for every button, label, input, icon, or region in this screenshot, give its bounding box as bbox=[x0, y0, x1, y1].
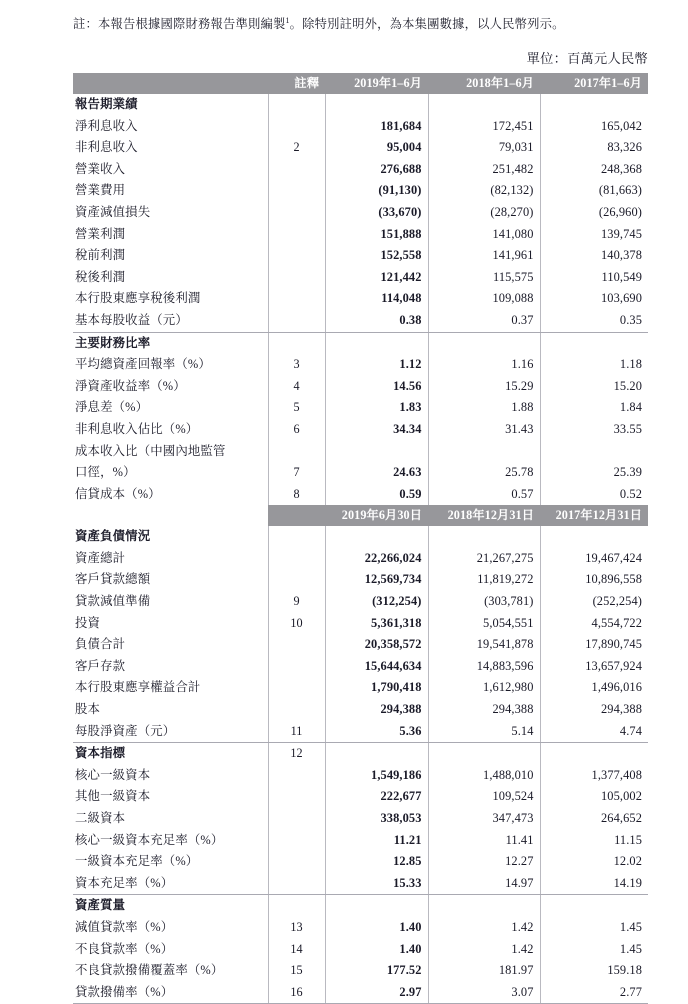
table-row bbox=[73, 569, 648, 591]
row-label: 客戶存款 bbox=[75, 658, 126, 673]
row-label: 非利息收入 bbox=[75, 140, 138, 155]
table-row bbox=[73, 462, 648, 484]
row-value-col2: (303,781) bbox=[428, 591, 540, 613]
table-row bbox=[73, 441, 648, 463]
row-note bbox=[268, 94, 325, 116]
row-value-col2: (28,270) bbox=[428, 202, 540, 224]
table-row bbox=[73, 484, 648, 506]
row-value-col3: (81,663) bbox=[598, 183, 642, 198]
table-header-row-1 bbox=[73, 73, 648, 94]
row-label: 每股淨資產（元） bbox=[75, 723, 176, 738]
row-value-col1: 12.85 bbox=[325, 851, 428, 873]
row-note bbox=[268, 526, 325, 548]
section-title-row bbox=[73, 526, 648, 548]
table-row bbox=[73, 376, 648, 398]
table-row bbox=[73, 288, 648, 310]
row-value-col1: 181,684 bbox=[325, 116, 428, 138]
row-value-col2: 14,883,596 bbox=[428, 656, 540, 678]
row-value-col3: 11.15 bbox=[614, 832, 642, 847]
row-value-col1: 1.83 bbox=[325, 397, 428, 419]
header-note-label bbox=[268, 505, 325, 526]
row-note bbox=[268, 224, 325, 246]
row-label: 非利息收入佔比（%） bbox=[75, 421, 199, 436]
row-value-col2: 21,267,275 bbox=[428, 548, 540, 570]
table-row bbox=[73, 808, 648, 830]
row-value-col3: 1.45 bbox=[619, 941, 642, 956]
row-value-col1: 152,558 bbox=[325, 245, 428, 267]
header-blank-label bbox=[73, 73, 268, 94]
row-value-col2: 5.14 bbox=[428, 721, 540, 743]
row-label: 投資 bbox=[75, 615, 101, 630]
row-value-col1: 15,644,634 bbox=[325, 656, 428, 678]
row-label: 本行股東應享稅後利潤 bbox=[75, 291, 201, 306]
row-note bbox=[268, 851, 325, 873]
row-note bbox=[268, 895, 325, 917]
row-value-col2: 115,575 bbox=[428, 267, 540, 289]
row-value-col1: 95,004 bbox=[325, 137, 428, 159]
row-value-col2: 5,054,551 bbox=[428, 613, 540, 635]
row-note: 4 bbox=[268, 376, 325, 398]
row-value-col2: 181.97 bbox=[428, 960, 540, 982]
row-value-col3: 10,896,558 bbox=[585, 572, 642, 587]
row-label: 貸款減值準備 bbox=[75, 594, 151, 609]
row-value-col2: 251,482 bbox=[428, 159, 540, 181]
row-note bbox=[268, 310, 325, 332]
row-note: 7 bbox=[268, 462, 325, 484]
row-value-col2: 11.41 bbox=[428, 830, 540, 852]
row-value-col3: 83,326 bbox=[607, 140, 642, 155]
row-value-col1: (91,130) bbox=[325, 180, 428, 202]
section-title: 資產質量 bbox=[75, 898, 126, 913]
row-label: 口徑，%） bbox=[75, 465, 136, 480]
row-value-col2: 1,612,980 bbox=[428, 677, 540, 699]
row-label: 稅前利潤 bbox=[75, 248, 126, 263]
table-row bbox=[73, 310, 648, 332]
row-note bbox=[268, 333, 325, 355]
section-title: 資本指標 bbox=[75, 746, 126, 761]
row-note bbox=[268, 202, 325, 224]
row-label: 資產減值損失 bbox=[75, 204, 151, 219]
row-value-col1: 12,569,734 bbox=[325, 569, 428, 591]
table-row bbox=[73, 137, 648, 159]
table-row bbox=[73, 202, 648, 224]
row-value-col3: 17,890,745 bbox=[585, 637, 642, 652]
row-value-col2: 141,961 bbox=[428, 245, 540, 267]
row-value-col3: 4.74 bbox=[619, 723, 642, 738]
row-value-col3: (26,960) bbox=[598, 204, 642, 219]
row-label: 營業收入 bbox=[75, 161, 126, 176]
row-value-col1 bbox=[325, 333, 428, 355]
row-value-col3: 1.84 bbox=[619, 400, 642, 415]
row-value-col1: 24.63 bbox=[325, 462, 428, 484]
row-note bbox=[268, 699, 325, 721]
row-value-col3: 105,002 bbox=[601, 789, 642, 804]
row-value-col2 bbox=[428, 743, 540, 765]
row-value-col2: 1.42 bbox=[428, 939, 540, 961]
row-value-col3: 14.19 bbox=[613, 875, 642, 890]
row-value-col1: 222,677 bbox=[325, 786, 428, 808]
row-note: 8 bbox=[268, 484, 325, 506]
row-label: 本行股東應享權益合計 bbox=[75, 680, 201, 695]
row-label: 成本收入比（中國內地監管 bbox=[75, 443, 226, 458]
section-title-row bbox=[73, 94, 648, 116]
table-row bbox=[73, 939, 648, 961]
row-value-col2: 0.37 bbox=[428, 310, 540, 332]
row-note: 5 bbox=[268, 397, 325, 419]
row-value-col3: 140,378 bbox=[601, 248, 642, 263]
row-value-col1: (33,670) bbox=[325, 202, 428, 224]
row-value-col3: 33.55 bbox=[613, 421, 642, 436]
row-label: 淨利息收入 bbox=[75, 118, 138, 133]
row-note: 6 bbox=[268, 419, 325, 441]
row-note bbox=[268, 116, 325, 138]
row-label: 不良貸款撥備覆蓋率（%） bbox=[75, 963, 224, 978]
row-value-col1 bbox=[325, 526, 428, 548]
table-row bbox=[73, 591, 648, 613]
table-row bbox=[73, 224, 648, 246]
table-row bbox=[73, 613, 648, 635]
row-value-col2: 109,088 bbox=[428, 288, 540, 310]
row-value-col3: 0.52 bbox=[619, 486, 642, 501]
row-value-col3: 1.18 bbox=[619, 357, 642, 372]
row-value-col1: 1.40 bbox=[325, 917, 428, 939]
table-row bbox=[73, 960, 648, 982]
table-row bbox=[73, 721, 648, 743]
header-col3-label: 2017年12月31日 bbox=[540, 505, 648, 526]
footnote-marker: 1 bbox=[285, 15, 290, 25]
row-note bbox=[268, 786, 325, 808]
row-value-col2: 12.27 bbox=[428, 851, 540, 873]
row-value-col1: 1.12 bbox=[325, 354, 428, 376]
row-value-col1: 14.56 bbox=[325, 376, 428, 398]
table-row bbox=[73, 397, 648, 419]
row-label: 核心一級資本 bbox=[75, 767, 151, 782]
table-row bbox=[73, 245, 648, 267]
row-value-col3: 12.02 bbox=[613, 854, 642, 869]
row-label: 其他一級資本 bbox=[75, 789, 151, 804]
row-value-col2: 14.97 bbox=[428, 873, 540, 895]
header-note-label: 註釋 bbox=[268, 73, 325, 94]
header-col2-label: 2018年1–6月 bbox=[428, 73, 540, 94]
table-row bbox=[73, 548, 648, 570]
row-label: 稅後利潤 bbox=[75, 269, 126, 284]
row-value-col3 bbox=[540, 441, 648, 463]
row-label: 淨息差（%） bbox=[75, 400, 149, 415]
row-note bbox=[268, 830, 325, 852]
row-note bbox=[268, 288, 325, 310]
row-label: 營業利潤 bbox=[75, 226, 126, 241]
row-label: 二級資本 bbox=[75, 811, 126, 825]
row-value-col3: 0.35 bbox=[619, 312, 642, 327]
row-label: 負債合計 bbox=[75, 637, 126, 652]
row-value-col1 bbox=[325, 743, 428, 765]
table-row bbox=[73, 354, 648, 376]
table-row bbox=[73, 159, 648, 181]
table-row bbox=[73, 677, 648, 699]
row-label: 不良貸款率（%） bbox=[75, 941, 174, 956]
row-note bbox=[268, 267, 325, 289]
row-value-col1: 151,888 bbox=[325, 224, 428, 246]
row-value-col2 bbox=[428, 441, 540, 463]
row-value-col2: 19,541,878 bbox=[428, 634, 540, 656]
row-value-col1: 0.38 bbox=[325, 310, 428, 332]
row-label: 核心一級資本充足率（%） bbox=[75, 832, 224, 847]
row-value-col2: 79,031 bbox=[428, 137, 540, 159]
row-value-col2 bbox=[428, 895, 540, 917]
row-value-col1: 34.34 bbox=[325, 419, 428, 441]
row-value-col1: 276,688 bbox=[325, 159, 428, 181]
row-value-col3: 159.18 bbox=[607, 963, 642, 978]
row-value-col3: 15.20 bbox=[613, 378, 642, 393]
header-col1-label: 2019年6月30日 bbox=[325, 505, 428, 526]
row-note: 13 bbox=[268, 917, 325, 939]
row-value-col2: 1.88 bbox=[428, 397, 540, 419]
row-note bbox=[268, 873, 325, 895]
row-note: 15 bbox=[268, 960, 325, 982]
table-body bbox=[73, 73, 648, 1004]
row-value-col1: (312,254) bbox=[325, 591, 428, 613]
row-value-col2: 172,451 bbox=[428, 116, 540, 138]
row-value-col3 bbox=[540, 94, 648, 116]
row-value-col1: 15.33 bbox=[325, 873, 428, 895]
row-label: 淨資產收益率（%） bbox=[75, 378, 186, 393]
row-value-col1: 11.21 bbox=[325, 830, 428, 852]
section-title-row bbox=[73, 895, 648, 917]
row-value-col3 bbox=[540, 526, 648, 548]
row-value-col1: 22,266,024 bbox=[325, 548, 428, 570]
row-note bbox=[268, 245, 325, 267]
row-value-col2: 3.07 bbox=[428, 982, 540, 1004]
row-note bbox=[268, 765, 325, 787]
row-value-col2 bbox=[428, 94, 540, 116]
row-label: 資本充足率（%） bbox=[75, 875, 174, 890]
row-value-col3: 1.45 bbox=[619, 919, 642, 934]
row-note bbox=[268, 656, 325, 678]
row-value-col1 bbox=[325, 895, 428, 917]
row-note: 14 bbox=[268, 939, 325, 961]
row-value-col1: 1,549,186 bbox=[325, 765, 428, 787]
row-note: 9 bbox=[268, 591, 325, 613]
row-value-col1: 177.52 bbox=[325, 960, 428, 982]
row-value-col3: 103,690 bbox=[601, 291, 642, 306]
row-note bbox=[268, 441, 325, 463]
row-value-col3: 139,745 bbox=[601, 226, 642, 241]
row-value-col3: 1,496,016 bbox=[591, 680, 642, 695]
header-col3-label: 2017年1–6月 bbox=[540, 73, 648, 94]
row-value-col2: 347,473 bbox=[428, 808, 540, 830]
row-value-col2: 1,488,010 bbox=[428, 765, 540, 787]
table-row bbox=[73, 851, 648, 873]
row-value-col1 bbox=[325, 94, 428, 116]
row-note bbox=[268, 634, 325, 656]
table-row bbox=[73, 982, 648, 1004]
row-label: 營業費用 bbox=[75, 183, 126, 198]
row-value-col2: 1.16 bbox=[428, 354, 540, 376]
row-value-col2: 1.42 bbox=[428, 917, 540, 939]
row-label: 客戶貸款總額 bbox=[75, 572, 151, 587]
row-value-col2: 25.78 bbox=[428, 462, 540, 484]
row-value-col1: 5.36 bbox=[325, 721, 428, 743]
row-note: 16 bbox=[268, 982, 325, 1004]
section-title: 主要財務比率 bbox=[75, 335, 151, 350]
row-value-col2: 109,524 bbox=[428, 786, 540, 808]
report-note-prefix: 註：本報告根據國際財務報告準則編製 bbox=[73, 17, 286, 31]
section-title: 資產負債情況 bbox=[75, 529, 151, 544]
row-note bbox=[268, 569, 325, 591]
row-value-col1 bbox=[325, 441, 428, 463]
table-row bbox=[73, 917, 648, 939]
section-title-row bbox=[73, 333, 648, 355]
row-label: 信貸成本（%） bbox=[75, 486, 161, 501]
row-value-col2: 0.57 bbox=[428, 484, 540, 506]
table-row bbox=[73, 830, 648, 852]
row-value-col2 bbox=[428, 333, 540, 355]
row-value-col3: 2.77 bbox=[619, 984, 642, 999]
row-value-col3: 165,042 bbox=[601, 118, 642, 133]
unit-label: 單位：百萬元人民幣 bbox=[526, 51, 648, 66]
row-value-col3: 264,652 bbox=[601, 811, 642, 825]
row-value-col1: 294,388 bbox=[325, 699, 428, 721]
header-col1-label: 2019年1–6月 bbox=[325, 73, 428, 94]
row-note: 2 bbox=[268, 137, 325, 159]
row-note bbox=[268, 677, 325, 699]
row-value-col1: 1.40 bbox=[325, 939, 428, 961]
row-value-col1: 114,048 bbox=[325, 288, 428, 310]
row-label: 資產總計 bbox=[75, 550, 126, 565]
row-label: 股本 bbox=[75, 702, 101, 717]
row-value-col1: 2.97 bbox=[325, 982, 428, 1004]
row-value-col3 bbox=[540, 743, 648, 765]
row-value-col2: (82,132) bbox=[428, 180, 540, 202]
header-blank-label bbox=[73, 505, 268, 526]
table-row bbox=[73, 116, 648, 138]
row-value-col3: 19,467,424 bbox=[585, 550, 642, 565]
row-value-col2: 31.43 bbox=[428, 419, 540, 441]
row-note: 3 bbox=[268, 354, 325, 376]
table-row bbox=[73, 656, 648, 678]
row-value-col3: 110,549 bbox=[601, 269, 642, 284]
row-value-col1: 5,361,318 bbox=[325, 613, 428, 635]
table-row bbox=[73, 180, 648, 202]
row-label: 平均總資產回報率（%） bbox=[75, 357, 211, 372]
row-value-col1: 0.59 bbox=[325, 484, 428, 506]
row-value-col3: 294,388 bbox=[601, 702, 642, 717]
row-label: 基本每股收益（元） bbox=[75, 312, 188, 327]
row-value-col3: (252,254) bbox=[592, 594, 642, 609]
row-value-col2: 11,819,272 bbox=[428, 569, 540, 591]
row-note bbox=[268, 548, 325, 570]
section-title: 報告期業績 bbox=[75, 97, 138, 111]
row-label: 貸款撥備率（%） bbox=[75, 984, 174, 999]
row-value-col3 bbox=[540, 895, 648, 917]
row-label: 減值貸款率（%） bbox=[75, 919, 174, 934]
row-value-col1: 1,790,418 bbox=[325, 677, 428, 699]
row-label: 一級資本充足率（%） bbox=[75, 854, 199, 869]
row-value-col1: 338,053 bbox=[325, 808, 428, 830]
table-row bbox=[73, 699, 648, 721]
row-value-col2: 15.29 bbox=[428, 376, 540, 398]
row-value-col3: 1,377,408 bbox=[591, 767, 642, 782]
row-value-col3: 25.39 bbox=[613, 465, 642, 480]
table-row bbox=[73, 267, 648, 289]
row-value-col2 bbox=[428, 526, 540, 548]
table-row bbox=[73, 765, 648, 787]
table-row bbox=[73, 873, 648, 895]
row-value-col3: 4,554,722 bbox=[591, 615, 642, 630]
financial-summary-table bbox=[73, 73, 648, 1004]
table-row bbox=[73, 786, 648, 808]
row-note: 11 bbox=[268, 721, 325, 743]
row-note bbox=[268, 159, 325, 181]
table-header-row-2 bbox=[73, 505, 648, 526]
row-note bbox=[268, 180, 325, 202]
table-row bbox=[73, 419, 648, 441]
row-value-col3: 13,657,924 bbox=[585, 658, 642, 673]
report-note-suffix: 。除特別註明外，為本集團數據，以人民幣列示。 bbox=[289, 17, 565, 31]
row-value-col1: 121,442 bbox=[325, 267, 428, 289]
report-note bbox=[73, 14, 565, 32]
row-note: 10 bbox=[268, 613, 325, 635]
row-note bbox=[268, 808, 325, 830]
row-value-col2: 294,388 bbox=[428, 699, 540, 721]
table-row bbox=[73, 634, 648, 656]
row-value-col2: 141,080 bbox=[428, 224, 540, 246]
row-note: 12 bbox=[268, 743, 325, 765]
row-value-col1: 20,358,572 bbox=[325, 634, 428, 656]
row-value-col3 bbox=[540, 333, 648, 355]
row-value-col3: 248,368 bbox=[601, 161, 642, 176]
section-title-row bbox=[73, 743, 648, 765]
header-col2-label: 2018年12月31日 bbox=[428, 505, 540, 526]
